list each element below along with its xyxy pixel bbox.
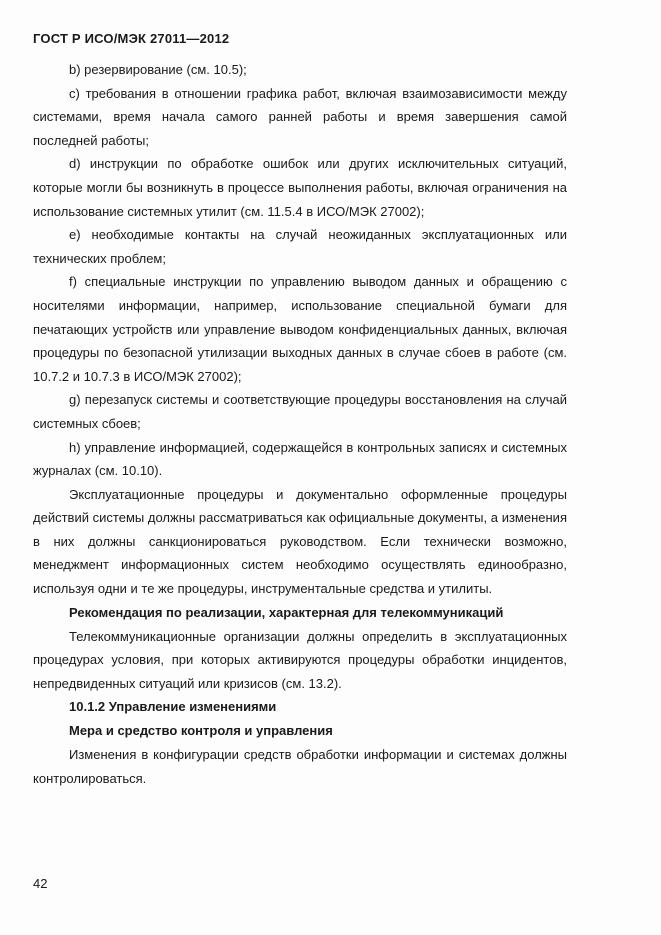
list-item-g: g) перезапуск системы и соответствующие процедуры восстановления на случай системных сбоев; (33, 392, 567, 431)
procedures-paragraph: Эксплуатационные процедуры и документально оформленные процедуры действий системы должны рассматриваться как официальные документы, а изменения в них должны санкционироваться руководством. Если технически возможно, менеджмент информационных систем необходимо осуществлять единообразно, используя одни и те же процедуры, инструментальные средства и утилиты. (33, 486, 567, 597)
list-item-d: d) инструкции по обработке ошибок или других исключительных ситуаций, которые могли бы возникнуть в процессе выполнения работы, включая ограничения на использование системных утилит (см. 11.5.4 в ИСО/МЭК 27002); (33, 156, 567, 219)
list-item-e: e) необходимые контакты на случай неожиданных эксплуатационных или технических проблем; (33, 227, 567, 266)
telecom-heading: Рекомендация по реализации, характерная для телекоммуникаций (69, 604, 504, 620)
document-body (33, 58, 567, 791)
telecom-paragraph: Телекоммуникационные организации должны определить в эксплуатационных процедурах условия, при которых активируются процедуры обработки инцидентов, непредвиденных ситуаций или кризисов (см. 13.2). (33, 628, 567, 691)
document-header: ГОСТ Р ИСО/МЭК 27011—2012 (33, 31, 230, 46)
control-paragraph: Изменения в конфигурации средств обработки информации и системах должны контролироваться. (33, 747, 567, 787)
section-heading: 10.1.2 Управление изменениями (69, 699, 277, 715)
list-item-f: f) специальные инструкции по управлению выводом данных и обращению с носителями информации, например, использование специальной бумаги для печатающих устройств или управление выводом конфиденциальных данных, включая процедуры по безопасной утилизации выходных данных в случае сбоев в работе (см. 10.7.2 и 10.7.3 в ИСО/МЭК 27002); (33, 274, 567, 384)
list-item-c: c) требования в отношении графика работ, включая взаимозависимости между системами, время начала самого ранней работы и время завершения самой последней работы; (33, 85, 567, 148)
list-item-b: b) резервирование (см. 10.5); (69, 62, 247, 77)
list-item-h: h) управление информацией, содержащейся в контрольных записях и системных журналах (см. 10.10). (33, 439, 567, 479)
control-heading: Мера и средство контроля и управления (69, 723, 333, 739)
page-number: 42 (33, 876, 48, 891)
